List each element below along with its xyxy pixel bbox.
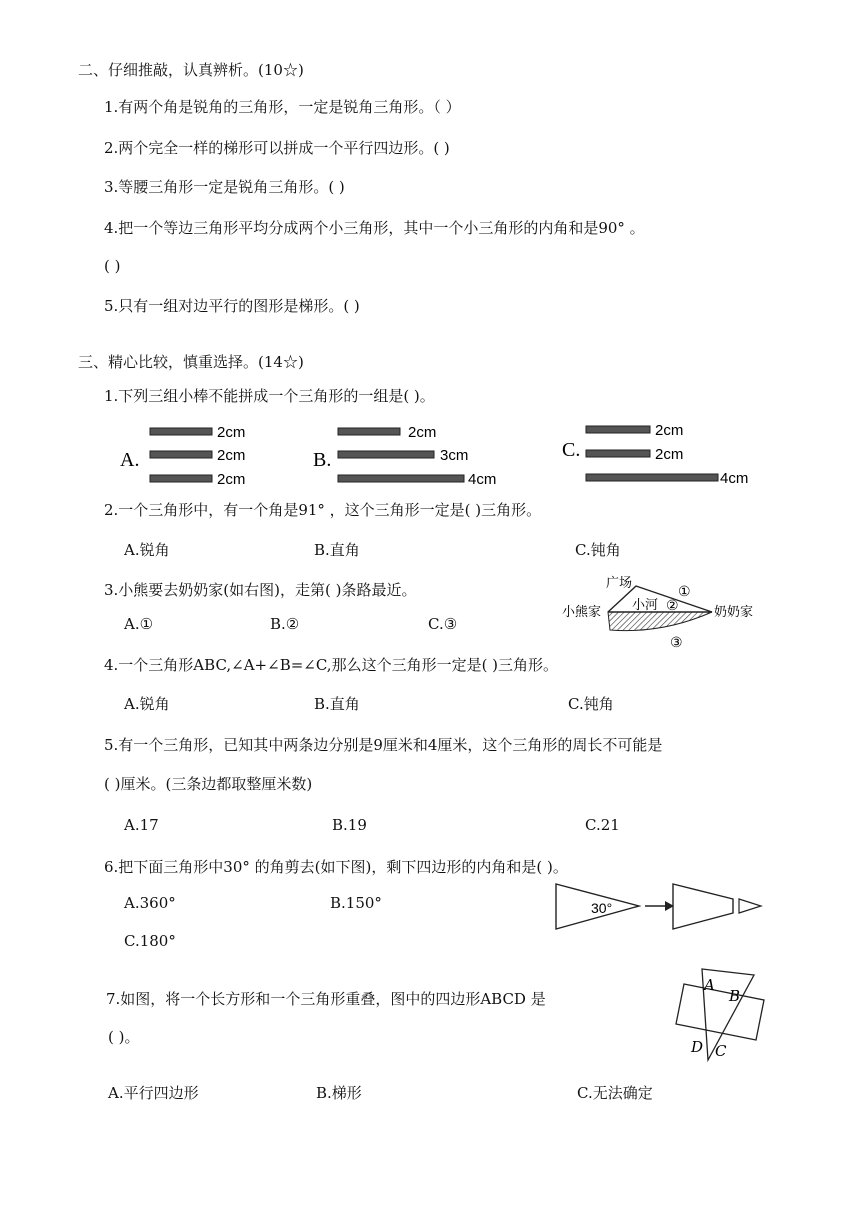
- overlap-figure: [672, 966, 772, 1062]
- q4-option-c: C.钝角: [568, 695, 614, 713]
- stick-label: 2cm: [217, 447, 246, 464]
- q6-option-b: B.150°: [330, 894, 382, 912]
- sticks-figure: [120, 420, 780, 490]
- stick: [150, 428, 212, 435]
- s3-question-5-line2: ( )厘米。(三条边都取整厘米数): [104, 775, 313, 793]
- section3-heading: 三、精心比较，慎重选择。(14☆): [78, 353, 304, 371]
- q2-option-b: B.直角: [314, 541, 360, 559]
- s3-question-6: 6.把下面三角形中30° 的角剪去(如下图)，剩下四边形的内角和是( )。: [104, 858, 568, 876]
- s3-question-5: 5.有一个三角形，已知其中两条边分别是9厘米和4厘米，这个三角形的周长不可能是: [104, 736, 663, 754]
- stick-label: 2cm: [217, 471, 246, 488]
- grandma-home-label: 奶奶家: [714, 605, 754, 620]
- stick: [586, 426, 650, 433]
- angle-label: 30°: [591, 900, 613, 916]
- cut-off-tip: [739, 899, 761, 913]
- q4-option-a: A.锐角: [124, 695, 170, 713]
- stick: [338, 475, 464, 482]
- q5-option-b: B.19: [332, 816, 367, 834]
- q3-option-c: C.③: [428, 615, 458, 633]
- river-label: 小河: [632, 598, 659, 613]
- q5-option-c: C.21: [585, 816, 620, 834]
- s3-question-3: 3.小熊要去奶奶家(如右图)，走第( )条路最近。: [104, 581, 417, 599]
- s3-question-7: 7.如图，将一个长方形和一个三角形重叠，图中的四边形ABCD 是: [106, 990, 546, 1008]
- route-figure: [562, 572, 774, 652]
- q3-option-a: A.①: [124, 615, 154, 633]
- q6-option-a: A.360°: [124, 894, 176, 912]
- bear-home-label: 小熊家: [562, 605, 602, 620]
- river-shape: [608, 612, 712, 631]
- group-a-letter: A.: [120, 449, 140, 471]
- q4-option-b: B.直角: [314, 695, 360, 713]
- stick: [338, 451, 434, 458]
- q7-option-c: C.无法确定: [577, 1084, 653, 1102]
- s3-question-7-line2: ( )。: [108, 1028, 140, 1046]
- s2-question-1: 1.有两个角是锐角的三角形，一定是锐角三角形。（ ）: [104, 98, 461, 116]
- stick-label: 2cm: [655, 422, 684, 439]
- s3-question-4: 4.一个三角形ABC,∠A+∠B=∠C,那么这个三角形一定是( )三角形。: [104, 656, 559, 674]
- section2-heading: 二、仔细推敲，认真辨析。(10☆): [78, 61, 304, 79]
- s3-question-1: 1.下列三组小棒不能拼成一个三角形的一组是( )。: [104, 387, 435, 405]
- q6-option-c: C.180°: [124, 932, 176, 950]
- route-1-label: ①: [678, 584, 691, 600]
- s2-question-3: 3.等腰三角形一定是锐角三角形。( ): [104, 178, 345, 196]
- s3-question-2: 2.一个三角形中，有一个角是91° ，这个三角形一定是( )三角形。: [104, 501, 542, 519]
- s2-question-4-blank: ( ): [104, 257, 121, 275]
- vertex-b-label: B: [729, 987, 741, 1005]
- route-3-label: ③: [670, 635, 683, 651]
- group-b-letter: B.: [313, 449, 332, 471]
- q7-option-a: A.平行四边形: [108, 1084, 199, 1102]
- stick: [586, 450, 650, 457]
- stick-label: 3cm: [440, 447, 469, 464]
- stick: [150, 451, 212, 458]
- stick-label: 2cm: [655, 446, 684, 463]
- stick-label: 2cm: [217, 424, 246, 441]
- plaza-label: 广场: [606, 576, 633, 591]
- triangle-cut-figure: [555, 882, 765, 932]
- stick-group-a: [120, 424, 245, 488]
- vertex-a-label: A: [704, 976, 715, 994]
- q3-option-b: B.②: [270, 615, 300, 633]
- remaining-quadrilateral: [673, 884, 733, 929]
- q5-option-a: A.17: [124, 816, 159, 834]
- group-c-letter: C.: [562, 439, 581, 461]
- q2-option-a: A.锐角: [124, 541, 170, 559]
- stick-group-c: [562, 422, 748, 487]
- stick-label: 4cm: [720, 470, 749, 487]
- route-2-label: ②: [666, 598, 679, 614]
- vertex-c-label: C: [715, 1042, 727, 1060]
- stick-label: 4cm: [468, 471, 497, 488]
- stick: [150, 475, 212, 482]
- s2-question-2: 2.两个完全一样的梯形可以拼成一个平行四边形。( ): [104, 139, 450, 157]
- q7-option-b: B.梯形: [316, 1084, 362, 1102]
- stick: [586, 474, 718, 481]
- q2-option-c: C.钝角: [575, 541, 621, 559]
- stick-label: 2cm: [408, 424, 437, 441]
- s2-question-5: 5.只有一组对边平行的图形是梯形。( ): [104, 297, 360, 315]
- rectangle-shape: [676, 984, 764, 1040]
- s2-question-4: 4.把一个等边三角形平均分成两个小三角形，其中一个小三角形的内角和是90° 。: [104, 219, 645, 237]
- stick-group-b: [313, 424, 496, 488]
- vertex-d-label: D: [691, 1038, 704, 1056]
- stick: [338, 428, 400, 435]
